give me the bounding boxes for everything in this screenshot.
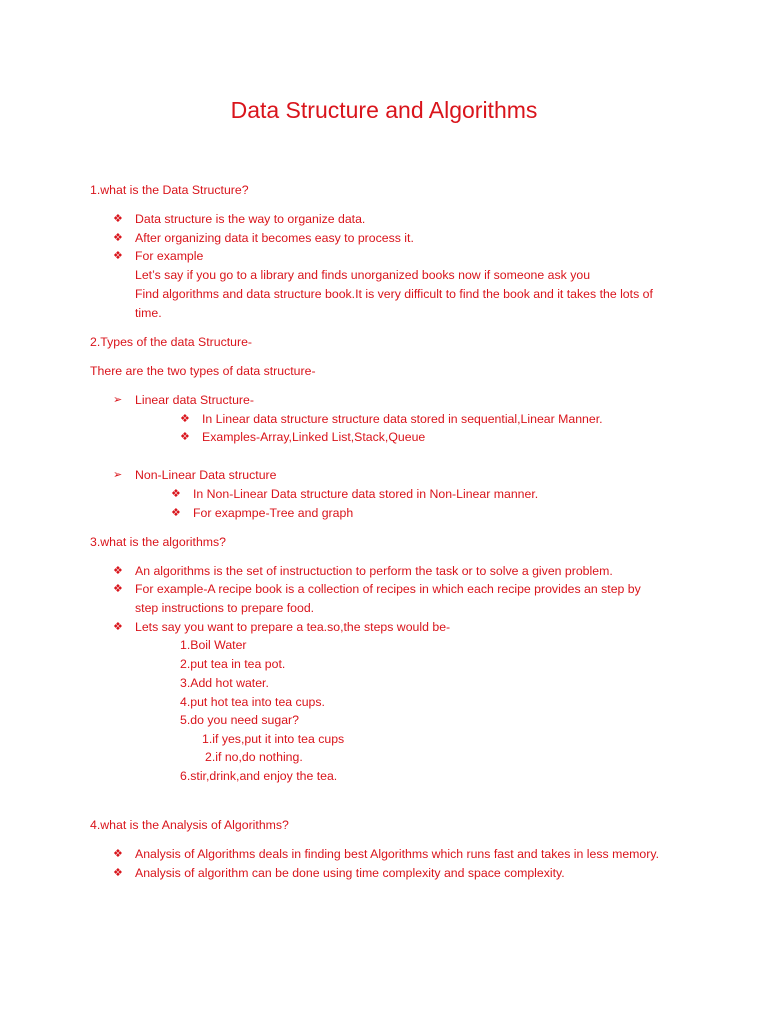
diamond-bullet-icon: ❖: [171, 507, 181, 519]
diamond-bullet-icon: ❖: [113, 213, 123, 225]
diamond-bullet-icon: ❖: [113, 250, 123, 262]
section2-heading: 2.Types of the data Structure-: [90, 335, 252, 349]
tea-step: 1.Boil Water: [180, 638, 247, 652]
diamond-bullet-icon: ❖: [180, 413, 190, 425]
tea-step: 2.put tea in tea pot.: [180, 657, 286, 671]
section1-item: For example: [135, 249, 204, 263]
section3-item: An algorithms is the set of instructuction to perform the task or to solve a given problem.: [135, 564, 613, 578]
section3-item: Lets say you want to prepare a tea.so,the steps would be-: [135, 620, 451, 634]
diamond-bullet-icon: ❖: [113, 867, 123, 879]
tea-substep: 1.if yes,put it into tea cups: [202, 732, 345, 746]
tea-substep: 2.if no,do nothing.: [205, 750, 303, 764]
diamond-bullet-icon: ❖: [113, 583, 123, 595]
diamond-bullet-icon: ❖: [113, 848, 123, 860]
section1-example-line: Let’s say if you go to a library and finds unorganized books now if someone ask you: [135, 268, 591, 282]
linear-item: In Linear data structure structure data stored in sequential,Linear Manner.: [202, 412, 603, 426]
section4-item: Analysis of algorithm can be done using time complexity and space complexity.: [135, 866, 565, 880]
arrow-bullet-icon: ➢: [113, 394, 123, 406]
diamond-bullet-icon: ❖: [171, 488, 181, 500]
section3-item: For example-A recipe book is a collection of recipes in which each recipe provides an step by: [135, 582, 641, 596]
nonlinear-item: In Non-Linear Data structure data stored in Non-Linear manner.: [193, 487, 539, 501]
section3-heading: 3.what is the algorithms?: [90, 535, 227, 549]
diamond-bullet-icon: ❖: [113, 232, 123, 244]
section1-item: After organizing data it becomes easy to process it.: [135, 231, 414, 245]
section3-item-continued: step instructions to prepare food.: [135, 601, 315, 615]
nonlinear-label: Non-Linear Data structure: [135, 468, 277, 482]
arrow-bullet-icon: ➢: [113, 469, 123, 481]
section1-item: Data structure is the way to organize data.: [135, 212, 366, 226]
diamond-bullet-icon: ❖: [113, 621, 123, 633]
section1-example-line: time.: [135, 306, 162, 320]
tea-step: 6.stir,drink,and enjoy the tea.: [180, 769, 338, 783]
linear-label: Linear data Structure-: [135, 393, 254, 407]
section4-item: Analysis of Algorithms deals in finding best Algorithms which runs fast and takes in less memory.: [135, 847, 659, 861]
section1-example-line: Find algorithms and data structure book.It is very difficult to find the book and it takes the lots of: [135, 287, 653, 301]
nonlinear-item: For exapmpe-Tree and graph: [193, 506, 354, 520]
section2-intro: There are the two types of data structure-: [90, 364, 316, 378]
tea-step: 4.put hot tea into tea cups.: [180, 695, 325, 709]
tea-step: 5.do you need sugar?: [180, 713, 299, 727]
diamond-bullet-icon: ❖: [113, 565, 123, 577]
diamond-bullet-icon: ❖: [180, 431, 190, 443]
section4-heading: 4.what is the Analysis of Algorithms?: [90, 818, 289, 832]
document-title: Data Structure and Algorithms: [230, 97, 538, 123]
linear-item: Examples-Array,Linked List,Stack,Queue: [202, 430, 426, 444]
section1-heading: 1.what is the Data Structure?: [90, 183, 249, 197]
tea-step: 3.Add hot water.: [180, 676, 269, 690]
